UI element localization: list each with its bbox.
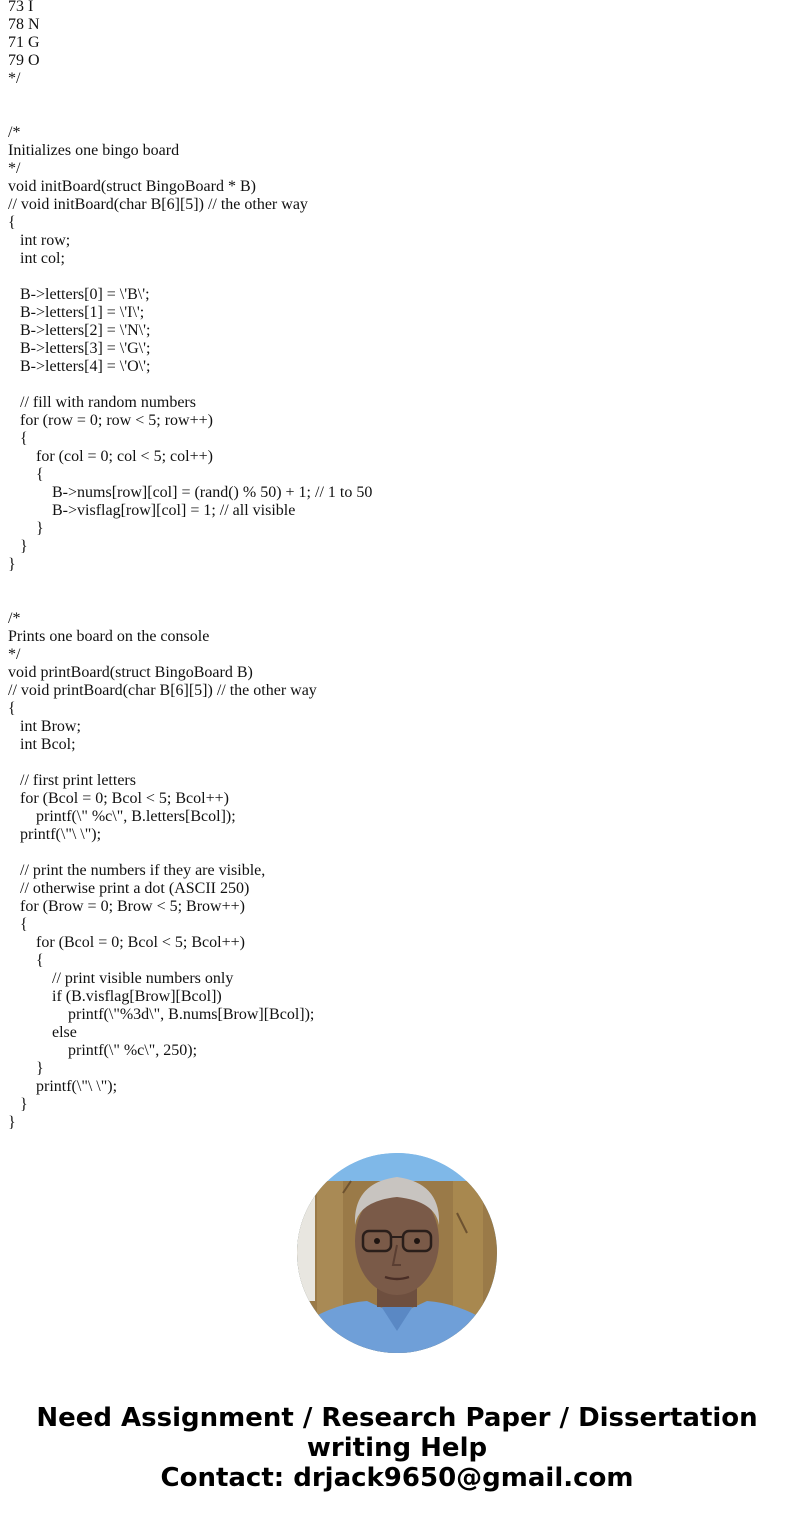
code-line: printf(\"\ \"); xyxy=(36,1078,118,1095)
code-line xyxy=(8,88,372,106)
code-line: void printBoard(struct BingoBoard B) xyxy=(8,664,253,681)
code-line: else xyxy=(52,1024,77,1041)
code-line: { xyxy=(36,952,44,969)
code-line: Prints one board on the console xyxy=(8,628,210,645)
code-line: // void printBoard(char B[6][5]) // the other way xyxy=(8,682,317,699)
code-line: // otherwise print a dot (ASCII 250) xyxy=(20,880,250,897)
code-listing xyxy=(8,0,372,1132)
code-line: B->letters[2] = \'N\'; xyxy=(20,322,151,339)
code-line: // first print letters xyxy=(20,772,136,789)
code-line: for (col = 0; col < 5; col++) xyxy=(36,448,213,465)
code-line xyxy=(8,574,372,592)
code-line: } xyxy=(36,520,44,537)
code-line: int col; xyxy=(20,250,65,267)
promo-line-2: writing Help xyxy=(306,1433,488,1463)
code-line: 73 I xyxy=(8,0,34,15)
code-line: } xyxy=(20,538,28,555)
code-line: B->visflag[row][col] = 1; // all visible xyxy=(52,502,296,519)
code-line: 79 O xyxy=(8,52,40,69)
code-line: for (Bcol = 0; Bcol < 5; Bcol++) xyxy=(20,790,229,807)
code-line: } xyxy=(36,1060,44,1077)
code-line: { xyxy=(8,700,16,717)
code-line: 71 G xyxy=(8,34,40,51)
code-line: { xyxy=(20,916,28,933)
code-line: B->letters[1] = \'I\'; xyxy=(20,304,145,321)
code-line xyxy=(8,754,372,772)
promo-line-1: Need Assignment / Research Paper / Dissertation xyxy=(36,1403,758,1433)
code-line: printf(\" %c\", 250); xyxy=(68,1042,198,1059)
code-line: int row; xyxy=(20,232,71,249)
code-line: // void initBoard(char B[6][5]) // the other way xyxy=(8,196,308,213)
promo-contact: Contact: drjack9650@gmail.com xyxy=(160,1463,634,1493)
code-line: } xyxy=(8,1114,16,1131)
code-line: printf(\"%3d\", B.nums[Brow][Bcol]); xyxy=(68,1006,315,1023)
code-line xyxy=(8,844,372,862)
code-line: printf(\" %c\", B.letters[Bcol]); xyxy=(36,808,236,825)
code-line: B->letters[4] = \'O\'; xyxy=(20,358,151,375)
code-line: /* xyxy=(8,610,21,627)
code-line: // print visible numbers only xyxy=(52,970,234,987)
author-avatar xyxy=(297,1153,497,1353)
code-line xyxy=(8,106,372,124)
code-line: int Bcol; xyxy=(20,736,76,753)
code-line: { xyxy=(20,430,28,447)
code-line: void initBoard(struct BingoBoard * B) xyxy=(8,178,256,195)
code-line: for (Brow = 0; Brow < 5; Brow++) xyxy=(20,898,245,915)
code-line: for (Bcol = 0; Bcol < 5; Bcol++) xyxy=(36,934,245,951)
code-line: { xyxy=(8,214,16,231)
portrait-image xyxy=(297,1153,497,1353)
code-line xyxy=(8,592,372,610)
code-line: */ xyxy=(8,160,21,177)
code-line: B->nums[row][col] = (rand() % 50) + 1; // 1 to 50 xyxy=(52,484,373,501)
code-line: if (B.visflag[Brow][Bcol]) xyxy=(52,988,222,1005)
code-line: B->letters[3] = \'G\'; xyxy=(20,340,151,357)
code-line: { xyxy=(36,466,44,483)
code-line: } xyxy=(8,556,16,573)
code-line xyxy=(8,268,372,286)
code-line: /* xyxy=(8,124,21,141)
code-line: */ xyxy=(8,70,21,87)
promo-banner xyxy=(0,1403,794,1493)
code-line: 78 N xyxy=(8,16,40,33)
code-line: for (row = 0; row < 5; row++) xyxy=(20,412,213,429)
code-line: // fill with random numbers xyxy=(20,394,196,411)
code-line: // print the numbers if they are visible, xyxy=(20,862,266,879)
code-line: printf(\"\ \"); xyxy=(20,826,102,843)
code-line: Initializes one bingo board xyxy=(8,142,180,159)
code-line: int Brow; xyxy=(20,718,81,735)
code-line: B->letters[0] = \'B\'; xyxy=(20,286,150,303)
code-line: */ xyxy=(8,646,21,663)
code-line xyxy=(8,376,372,394)
code-line: } xyxy=(20,1096,28,1113)
